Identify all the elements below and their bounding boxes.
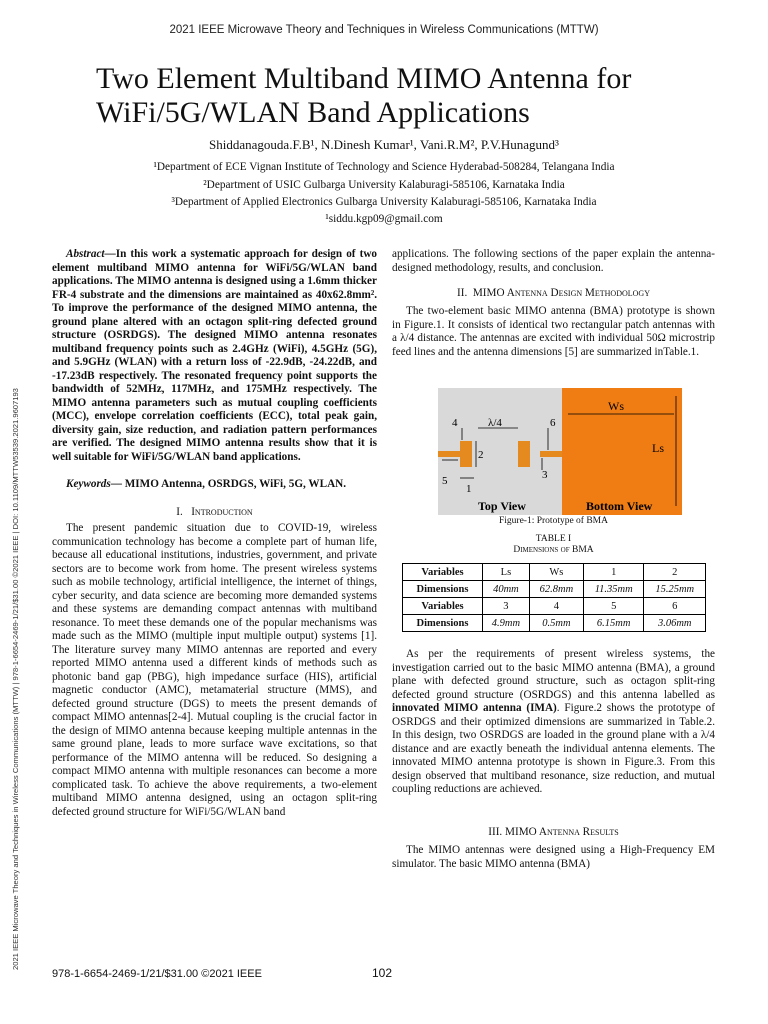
- author-email: ¹siddu.kgp09@gmail.com: [325, 213, 443, 225]
- table-1-label: TABLE I: [535, 534, 572, 544]
- feed-line-1: [438, 451, 460, 457]
- dim-label-1: 1: [466, 483, 472, 495]
- doi-sidebar: 2021 IEEE Microwave Theory and Techniques in Wireless Communications (MTTW) | 978-1-6654-2469-1/21/$31.00 ©2021 IEEE | DOI: 10.1109/MTTW53539.2021.9607193: [11, 388, 20, 970]
- conference-header: 2021 IEEE Microwave Theory and Techniques in Wireless Communications (MTTW): [169, 24, 599, 36]
- patch-1: [460, 441, 472, 467]
- feed-line-2: [540, 451, 562, 457]
- table-row: Variables 3 4 5 6: [403, 598, 706, 615]
- paper-title: Two Element Multiband MIMO Antenna for WiFi/5G/WLAN Band Applications: [96, 62, 632, 129]
- table-1: [402, 563, 706, 632]
- section-2-text: The two-element basic MIMO antenna (BMA) prototype is shown in Figure.1. It consists of identical two rectangular patch antennas with a λ/4 distance. The antennas are excited with individual 50Ω microstrip feed lines and the antenna dimensions [5] are summarized inTable.1.: [392, 305, 715, 358]
- patch-2: [518, 441, 530, 467]
- table-row: Dimensions 40mm 62.8mm 11.35mm 15.25mm: [403, 581, 706, 598]
- affiliation-2: ²Department of USIC Gulbarga University Kalaburagi-585106, Karnataka India: [203, 179, 565, 191]
- figure-1-prototype: [438, 388, 682, 515]
- section-2-heading: II. MIMO Antenna Design Methodology: [457, 287, 650, 299]
- footer-isbn: 978-1-6654-2469-1/21/$31.00 ©2021 IEEE: [52, 968, 262, 980]
- page-number: 102: [372, 966, 393, 980]
- authors: Shiddanagouda.F.B¹, N.Dinesh Kumar¹, Vani.R.M², P.V.Hunagund³: [209, 137, 559, 152]
- table-row: Dimensions 4.9mm 0.5mm 6.15mm 3.06mm: [403, 615, 706, 632]
- section-1-heading: I. Introduction: [176, 505, 253, 518]
- affiliation-1: ¹Department of ECE Vignan Institute of Technology and Science Hyderabad-508284, Telangana India: [153, 161, 615, 173]
- left-column: [52, 248, 377, 819]
- abstract: Abstract—In this work a systematic approach for design of two element multiband MIMO antenna for WiFi/5G/WLAN band applications. The MIMO antenna is designed using a 1.6mm thicker FR-4 substrate and the dimensions are maintained as 40x62.8mm². To improve the performance of the designed MIMO antenna, the ground plane altered with an octagon split-ring defected ground structure (OSRDGS). The designed MIMO antenna resonates multiband frequency points such as 2.4GHz (WiFi), 4.5GHz (5G), and 5.9GHz (WLAN) with a return loss of -22.9dB, -24.22dB, and -17.23dB respectively. The resonated frequency point supports the bandwidth of 52MHz, 117MHz, and 175MHz respectively. The MIMO antenna parameters such as mutual coupling coefficients (MCC), envelope correlation coefficients (ECC), total peak gain, diversity gain, size reduction, and radiation pattern performances are verified. The designed MIMO antenna results show that it is well suitable for WiFi/5G/WLAN band applications.: [52, 248, 377, 463]
- affiliation-3: ³Department of Applied Electronics Gulbarga University Kalaburagi-585106, Karnataka India: [171, 196, 597, 208]
- ws-label: Ws: [608, 399, 624, 413]
- dim-label-6: 6: [550, 417, 556, 429]
- section-3-text: The MIMO antennas were designed using a High-Frequency EM simulator. The basic MIMO antenna (BMA): [392, 844, 715, 870]
- keywords: Keywords— MIMO Antenna, OSRDGS, WiFi, 5G, WLAN.: [66, 478, 347, 490]
- right-intro: applications. The following sections of the paper explain the antenna-designed methodology, results, and conclusion.: [392, 248, 715, 274]
- table-row: Variables Ls Ws 1 2: [403, 564, 706, 581]
- ls-label: Ls: [652, 441, 664, 455]
- section-3-heading: III. MIMO Antenna Results: [488, 826, 619, 838]
- table-1-title: Dimensions of BMA: [513, 545, 594, 555]
- dim-label-lambda: λ/4: [488, 417, 502, 429]
- dim-label-3: 3: [542, 469, 548, 481]
- top-view-label: Top View: [478, 499, 526, 513]
- bottom-view-label: Bottom View: [586, 499, 653, 513]
- figure-1-caption: Figure-1: Prototype of BMA: [499, 516, 608, 526]
- dim-label-5: 5: [442, 475, 448, 487]
- paragraph-ima: As per the requirements of present wireless systems, the investigation carried out to the basic MIMO antenna (BMA), a ground plane with defected ground structure, such as octagon split-ring defected ground structure (OSRDGS) and this antenna labelled as innovated MIMO antenna (IMA). Figure.2 shows the prototype of OSRDGS and their optimized dimensions are summarized in Table.2. In this design, two OSRDGS are loaded in the ground plane with a λ/4 distance and are exactly beneath the individual antenna elements. The innovated MIMO antenna prototype is shown in Figure.3. From this design observed that multiband resonance, size reduction, and mutual coupling reductions are achieved.: [392, 648, 715, 795]
- dim-label-2: 2: [478, 449, 484, 461]
- section-1-text: The present pandemic situation due to COVID-19, wireless communication technology has become a complete part of human life, because all educational institutions, industries, government, and private sectors are to become work from home. The present wireless systems such as mobile technology, artificial intelligence, the internet of things, cyber security, and data science are becoming more demanded systems and these systems are demanding compact antennas with multiband resonance. To meet these demands one of the popular mechanisms was made such as the MIMO (multiple input multiple output) systems [1]. The literature survey many MIMO antennas are reported and every reported MIMO antenna used a different kinds of methods such as photonic band gap (PBG), high impedance surface (HIS), artificial magnetic conductor (AMC), metamaterial structure (MMS), and defected ground structure (DGS) to meets the present demands of compact MIMO antennas[2-4]. Mutual coupling is the crucial factor in the design of MIMO antenna because keeping multiple antennas in the same ground plane, leads to more surface wave excitations, so that performance of the MIMO antenna will be reduced. So designing a compact MIMO antenna with multiple resonances can become a more complicated task. To achieve the above requirements, a two-element multiband MIMO antenna designed, using an octagon split-ring defected ground structure for WiFi/5G/WLAN band: [52, 522, 377, 818]
- dim-label-4: 4: [452, 417, 458, 429]
